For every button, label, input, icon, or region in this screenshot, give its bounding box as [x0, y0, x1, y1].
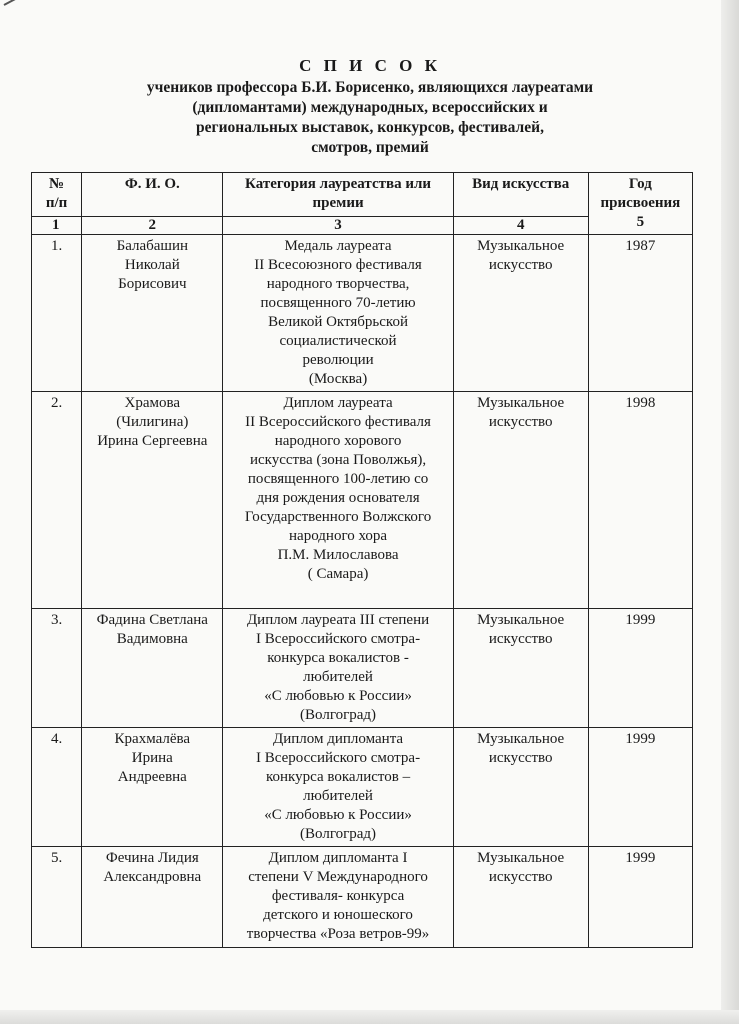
art-line: искусство	[488, 257, 553, 273]
fio-line: Николай	[124, 257, 180, 273]
category-line: народного хора	[289, 528, 388, 544]
page-edge-right	[721, 0, 739, 1024]
art-line: искусство	[488, 631, 553, 647]
scan-mark	[4, 0, 37, 6]
category-line: Диплом лауреата III степени	[246, 612, 430, 628]
table-row	[32, 847, 693, 948]
category-line: конкурса вокалистов -	[267, 650, 409, 666]
category-line: конкурса вокалистов –	[266, 769, 411, 785]
cell-art	[453, 728, 588, 847]
subtitle-line: (дипломантами) международных, всероссийских и	[192, 99, 548, 116]
category-line: Диплом дипломанта I	[268, 850, 408, 866]
table-row	[32, 392, 693, 609]
fio-line: Храмова	[124, 395, 181, 411]
cell-art	[453, 235, 588, 392]
cell-year: 1987	[588, 235, 692, 392]
category-line: любителей	[303, 669, 373, 685]
cell-art	[453, 392, 588, 609]
category-line: народного творчества,	[266, 276, 410, 292]
cell-fio	[82, 847, 223, 948]
category-line: степени V Международного	[248, 869, 428, 885]
header-num: № п/п	[32, 173, 82, 217]
header-year: Год присвоения 5	[588, 173, 692, 235]
art-line: искусство	[488, 414, 553, 430]
category-line: Медаль лауреата	[284, 238, 392, 254]
cell-category	[223, 392, 453, 609]
subtitle-line: региональных выставок, конкурсов, фестивалей,	[196, 119, 544, 136]
cell-fio	[82, 235, 223, 392]
category-line: Диплом лауреата	[283, 395, 393, 411]
fio-line: Ирина Сергеевна	[97, 433, 208, 449]
cell-year: 1999	[588, 847, 692, 948]
cell-art	[453, 847, 588, 948]
laureates-table	[31, 172, 693, 948]
document-title: С П И С О К	[299, 56, 441, 75]
category-line: П.М. Милославова	[277, 547, 399, 563]
category-line: посвященного 70-летию	[260, 295, 416, 311]
category-line: фестиваля- конкурса	[271, 888, 405, 904]
category-line: (Волгоград)	[300, 707, 377, 723]
fio-line: Крахмалёва	[114, 731, 191, 747]
cell-category	[223, 728, 453, 847]
cell-year: 1999	[588, 728, 692, 847]
cell-category	[223, 235, 453, 392]
cell-num: 3.	[32, 609, 82, 728]
category-line: II Всероссийского фестиваля	[245, 414, 431, 430]
category-line: Диплом дипломанта	[273, 731, 404, 747]
category-line: посвященного 100-летию со	[247, 471, 429, 487]
category-line: Великой Октябрьской	[268, 314, 408, 330]
column-number: 4	[453, 217, 588, 235]
header-fio: Ф. И. О.	[82, 173, 223, 217]
fio-line: Александровна	[103, 869, 202, 885]
category-line: II Всесоюзного фестиваля	[254, 257, 422, 273]
cell-fio	[82, 392, 223, 609]
column-number: 3	[223, 217, 453, 235]
fio-line: Фадина Светлана	[96, 612, 208, 628]
header-art: Вид искусства	[453, 173, 588, 217]
category-line: искусства (зона Поволжья),	[249, 452, 427, 468]
cell-num: 1.	[32, 235, 82, 392]
category-line: дня рождения основателя	[256, 490, 420, 506]
art-line: Музыкальное	[477, 612, 565, 628]
category-line: революции	[302, 352, 374, 368]
cell-num: 2.	[32, 392, 82, 609]
category-line: Государственного Волжского	[244, 509, 432, 525]
cell-num: 5.	[32, 847, 82, 948]
fio-line: Ирина	[131, 750, 173, 766]
art-line: Музыкальное	[477, 850, 565, 866]
category-line: I Всероссийского смотра-	[256, 750, 421, 766]
column-number: 1	[32, 217, 82, 235]
cell-category	[223, 847, 453, 948]
category-line: социалистической	[279, 333, 397, 349]
art-line: Музыкальное	[477, 238, 565, 254]
fio-line: Андреевна	[117, 769, 187, 785]
cell-num: 4.	[32, 728, 82, 847]
category-line: детского и юношеского	[263, 907, 413, 923]
cell-fio	[82, 609, 223, 728]
category-line: творчества «Роза ветров-99»	[246, 926, 430, 942]
subtitle-line: смотров, премий	[311, 139, 429, 156]
category-line: «С любовью к России»	[264, 688, 412, 704]
column-number: 2	[82, 217, 223, 235]
document-header	[60, 56, 680, 158]
art-line: Музыкальное	[477, 731, 565, 747]
table-row	[32, 728, 693, 847]
cell-year: 1998	[588, 392, 692, 609]
cell-category	[223, 609, 453, 728]
table-header-row	[32, 173, 693, 217]
category-line: I Всероссийского смотра-	[256, 631, 421, 647]
fio-line: Вадимовна	[116, 631, 188, 647]
art-line: искусство	[488, 869, 553, 885]
fio-line: Борисович	[118, 276, 187, 292]
category-line: (Волгоград)	[300, 826, 377, 842]
header-category: Категория лауреатства или премии	[223, 173, 453, 217]
table-row	[32, 609, 693, 728]
category-line: народного хорового	[274, 433, 402, 449]
page-edge-bottom	[0, 1010, 739, 1024]
table-row	[32, 235, 693, 392]
category-line: ( Самара)	[307, 566, 369, 582]
cell-art	[453, 609, 588, 728]
fio-line: Фечина Лидия	[105, 850, 199, 866]
category-line: (Москва)	[308, 371, 368, 387]
cell-year: 1999	[588, 609, 692, 728]
art-line: искусство	[488, 750, 553, 766]
art-line: Музыкальное	[477, 395, 565, 411]
fio-line: (Чилигина)	[116, 414, 189, 430]
document-subtitle	[135, 78, 605, 158]
category-line: любителей	[303, 788, 373, 804]
subtitle-line: учеников профессора Б.И. Борисенко, являющихся лауреатами	[146, 79, 594, 96]
category-line: «С любовью к России»	[264, 807, 412, 823]
fio-line: Балабашин	[116, 238, 189, 254]
cell-fio	[82, 728, 223, 847]
